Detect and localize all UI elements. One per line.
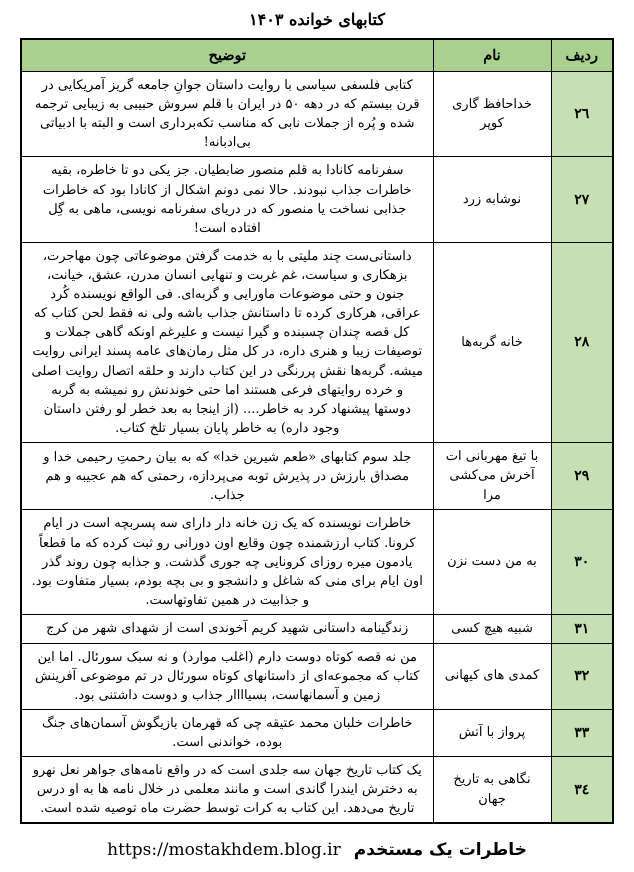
book-name: شبیه هیچ کسی <box>433 615 551 644</box>
row-number: ٣٠ <box>551 510 613 615</box>
table-row <box>21 643 613 709</box>
book-description: کتابی فلسفی سیاسی با روایت داستان جوانِ جامعه گریز آمریکایی در قرن بیستم که در دهه ۵۰ در ایران با قلم سروش حبیبی به زیبایی ترجمه شده و پُره از جملات نابی که مناسب تکه‌برداری است و البته با ادبیاتی بی‌ادبانه! <box>21 72 433 157</box>
row-number: ٣٢ <box>551 643 613 709</box>
table-row <box>21 72 613 157</box>
book-description: من نه قصه کوتاه دوست دارم (اغلب موارد) و نه سبک سورئال. اما این کتاب که مجموعه‌ای از داستانهای کوتاه سورئال در تم موضوعی آفرینش زمین و آسمانهاست، بسیاااار جذاب و دوست داشتنی بود. <box>21 643 433 709</box>
header-radif: ردیف <box>551 39 613 72</box>
book-name: پرواز با آتش <box>433 709 551 756</box>
book-description: سفرنامه کانادا به قلم منصور ضابطیان. جز یکی دو تا خاطره، بقیه خاطرات جذاب نبودند. حالا نمی دونم اشکال از کانادا بود که خاطرات جذابی نساخت یا منصور که در دریای سفرنامه نویسی، ماهی به گِل افتاده است! <box>21 157 433 242</box>
header-description: توضیح <box>21 39 433 72</box>
row-number: ٣٤ <box>551 757 613 824</box>
book-description: خاطرات نویسنده که یک زن خانه دار دارای سه پسربچه است در ایام کرونا. کتاب ارزشمنده چون وقایع اون دورانی رو ثبت کرده که ما قطعاً یادمون میره روزای کرونایی چه جوری گذشت. و جذابه چون روند گذر اون ایام برای منی که شاغل و دانشجو و بی بچه بودم، بسیار متفاوت بود. و جذابیت در همین تفاوتهاست. <box>21 510 433 615</box>
table-row <box>21 442 613 510</box>
table-row <box>21 709 613 756</box>
table-header-row <box>21 39 613 72</box>
row-number: ٢٩ <box>551 442 613 510</box>
header-name: نام <box>433 39 551 72</box>
books-table <box>20 38 614 824</box>
table-row <box>21 157 613 242</box>
blog-title: خاطرات یک مستخدم <box>353 840 527 861</box>
page-title: کتابهای خوانده ۱۴۰۳ <box>249 10 385 29</box>
book-name: با تیغ مهربانی ات آخرش می‌کشی مرا <box>433 442 551 510</box>
book-description: یک کتاب تاریخ جهان سه جلدی است که در واقع نامه‌های جواهر نعل نهرو به دخترش ایندرا گاندی است و مانند معلمی در خلال نامه ها به او درس تاریخ می‌دهد. این کتاب به کرات توسط حضرت ماه توصیه شده است. <box>21 757 433 824</box>
book-description: داستانی‌ست چند ملیتی با به خدمت گرفتن موضوعاتی چون مهاجرت، بزهکاری و سیاست، غم غربت و تنهایی انسان مدرن، عشق، خیانت، جنون و حتی موضوعات ماورایی و گربه‌ای. فی الواقع نویسنده کُرد عراقی، هرکاری کرده تا داستانش جذاب باشه ولی نه فقط لحن کتاب که کل قصه چندان چسبنده و گیرا نیست و علیرغم اونکه گاهی جملات و توصیفات زیبا و هنری داره، در کل مثل رمان‌های عامه پسند ایرانی روایت میشه. گربه‌ها نقش پررنگی در این کتاب دارند و حلقه اتصال روایت اصلی و خرده روایتهای فرعی هستند اما حتی خوندنش رو نمیشه به گربه دوستها پیشنهاد کرد به خاطر.... (از اینجا به بعد خطر لو رفتن داستان وجود داره) به خاطر پایان بسیار تلخ کتاب. <box>21 242 433 442</box>
footer <box>20 840 614 860</box>
book-name: خداحافظ گاری کوپر <box>433 72 551 157</box>
table-row <box>21 242 613 442</box>
book-description: خاطرات خلبان محمد عتیقه چی که قهرمان بازیگوش آسمان‌های جنگ بوده، خواندنی است. <box>21 709 433 756</box>
blog-url-link[interactable]: https://mostakhdem.blog.ir <box>107 840 341 861</box>
row-number: ٣٣ <box>551 709 613 756</box>
row-number: ٢٨ <box>551 242 613 442</box>
row-number: ٢٧ <box>551 157 613 242</box>
book-description: جلد سوم کتابهای «طعم شیرین خدا» که به بیان رحمتِ رحیمی خدا و مصداق بارزش در پذیرش توبه می‌پردازه، رحمتی که هم عجیبه و هم جذاب. <box>21 442 433 510</box>
book-name: به من دست نزن <box>433 510 551 615</box>
book-name: نگاهی به تاریخ جهان <box>433 757 551 824</box>
book-name: نوشابه زرد <box>433 157 551 242</box>
row-number: ٣١ <box>551 615 613 644</box>
table-row <box>21 757 613 824</box>
row-number: ٢٦ <box>551 72 613 157</box>
table-row <box>21 510 613 615</box>
book-name: خانه گربه‌ها <box>433 242 551 442</box>
table-row <box>21 615 613 644</box>
book-name: کمدی های کیهانی <box>433 643 551 709</box>
book-description: زندگینامه داستانی شهید کریم آخوندی است از شهدای شهر من کرج <box>21 615 433 644</box>
